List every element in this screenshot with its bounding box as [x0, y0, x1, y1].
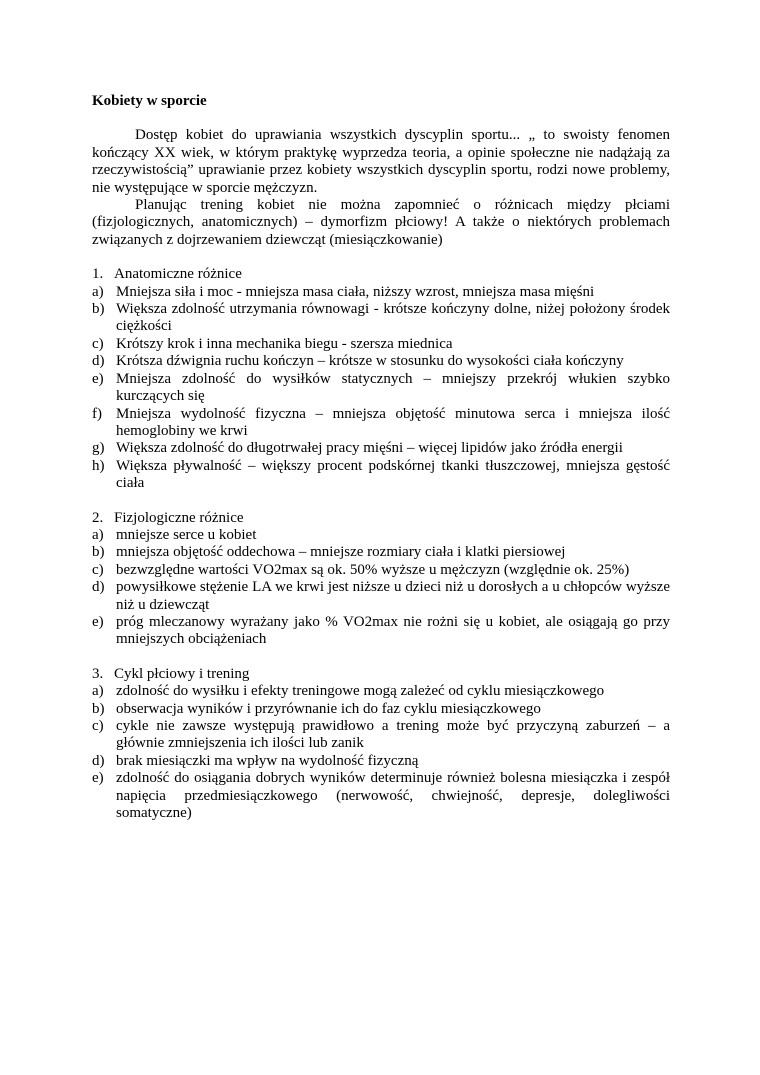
section-cycle-and-training [92, 666, 670, 823]
item-text: Mniejsza zdolność do wysiłków statycznych – mniejszy przekrój włukien szybko kurczących się [116, 370, 670, 405]
section-heading: Anatomiczne różnice [114, 266, 242, 283]
item-letter: h) [92, 457, 105, 474]
item-letter: a) [92, 683, 104, 700]
list-item [92, 562, 670, 579]
list-item [92, 301, 670, 336]
list-item [92, 353, 670, 370]
item-text: mniejsza objętość oddechowa – mniejsze rozmiary ciała i klatki piersiowej [116, 544, 566, 561]
item-letter: c) [92, 561, 104, 578]
item-letter: b) [92, 700, 105, 717]
item-letter: g) [92, 440, 105, 457]
list-item [92, 544, 670, 561]
intro-paragraph-2: Planując trening kobiet nie można zapomnieć o różnicach między płciami (fizjologicznych, anatomicznych) – dymorfizm płciowy! A także o niektórych problemach związanych z dojrzewaniem dziewcząt (miesiączkowanie) [92, 197, 670, 248]
intro-paragraph-1: Dostęp kobiet do uprawiania wszystkich dyscyplin sportu... „ to swoisty fenomen kończący XX wiek, w którym praktykę wyprzedza teoria, a opinie społeczne nie nadążają za rzeczywistością” uprawianie przez kobiety wszystkich dyscyplin sportu, rodzi nowe problemy, nie występujące w sporcie mężczyzn. [92, 127, 670, 196]
section-number: 1. [92, 266, 104, 283]
item-text: próg mleczanowy wyrażany jako % VO2max nie rożni się u kobiet, ale osiągają go przy mniejszych obciążeniach [116, 613, 670, 648]
list-item [92, 614, 670, 649]
item-text: powysiłkowe stężenie LA we krwi jest niższe u dzieci niż u dorosłych a u chłopców wyższe niż u dziewcząt [116, 579, 670, 613]
section-number: 3. [92, 665, 104, 682]
item-text: mniejsze serce u kobiet [116, 526, 257, 543]
list-item [92, 579, 670, 614]
list-item [92, 718, 670, 753]
item-text: Większa zdolność do długotrwałej pracy mięśni – więcej lipidów jako źródła energii [116, 440, 623, 457]
item-letter: b) [92, 301, 105, 318]
document-title: Kobiety w sporcie [92, 93, 207, 109]
list-item [92, 336, 670, 353]
list-item [92, 458, 670, 493]
item-letter: a) [92, 283, 104, 300]
item-text: zdolność do osiągania dobrych wyników determinuje również bolesna miesiączka i zespół napięcia przedmiesiączkowego (nerwowość, chwiejność, depresje, dolegliwości somatyczne) [116, 770, 670, 822]
list-item [92, 683, 670, 700]
list-item [92, 284, 670, 301]
item-list [92, 284, 670, 493]
item-text: Mniejsza siła i moc - mniejsza masa ciała, niższy wzrost, mniejsza masa mięśni [116, 283, 595, 300]
item-letter: a) [92, 526, 104, 543]
list-item [92, 440, 670, 457]
item-text: Większa pływalność – większy procent podskórnej tkanki tłuszczowej, mniejsza gęstość ciała [116, 457, 670, 492]
item-letter: e) [92, 613, 104, 630]
document-page [92, 93, 670, 822]
item-text: Krótszy krok i inna mechanika biegu - szersza miednica [116, 335, 453, 352]
item-text: cykle nie zawsze występują prawidłowo a trening może być przyczyną zaburzeń – a głównie zmniejszenia ich ilości lub zanik [116, 718, 670, 752]
item-letter: c) [92, 335, 104, 352]
item-text: bezwzględne wartości VO2max są ok. 50% wyższe u mężczyzn (względnie ok. 25%) [116, 561, 630, 578]
list-item [92, 770, 670, 822]
item-letter: e) [92, 770, 104, 787]
item-text: Mniejsza wydolność fizyczna – mniejsza objętość minutowa serca i mniejsza ilość hemoglobiny we krwi [116, 405, 670, 439]
item-letter: d) [92, 579, 105, 596]
section-heading: Cykl płciowy i trening [114, 665, 250, 682]
item-list [92, 527, 670, 649]
item-letter: e) [92, 370, 104, 387]
item-text: Krótsza dźwignia ruchu kończyn – krótsze w stosunku do wysokości ciała kończyny [116, 353, 624, 370]
section-number: 2. [92, 509, 104, 526]
list-item [92, 406, 670, 441]
item-letter: b) [92, 544, 105, 561]
section-physiological-differences [92, 510, 670, 649]
item-text: zdolność do wysiłku i efekty treningowe mogą zależeć od cyklu miesiączkowego [116, 683, 605, 700]
list-item [92, 753, 670, 770]
item-text: obserwacja wyników i przyrównanie ich do faz cyklu miesiączkowego [116, 700, 541, 717]
item-letter: d) [92, 353, 105, 370]
list-item [92, 701, 670, 718]
section-heading: Fizjologiczne różnice [114, 509, 244, 526]
list-item [92, 371, 670, 406]
section-anatomical-differences [92, 266, 670, 492]
item-letter: d) [92, 752, 105, 769]
list-item [92, 527, 670, 544]
item-letter: c) [92, 718, 104, 734]
item-text: brak miesiączki ma wpływ na wydolność fizyczną [116, 752, 419, 769]
item-letter: f) [92, 405, 102, 422]
item-text: Większa zdolność utrzymania równowagi - krótsze kończyny dolne, niżej położony środek ciężkości [116, 301, 670, 335]
item-list [92, 683, 670, 822]
